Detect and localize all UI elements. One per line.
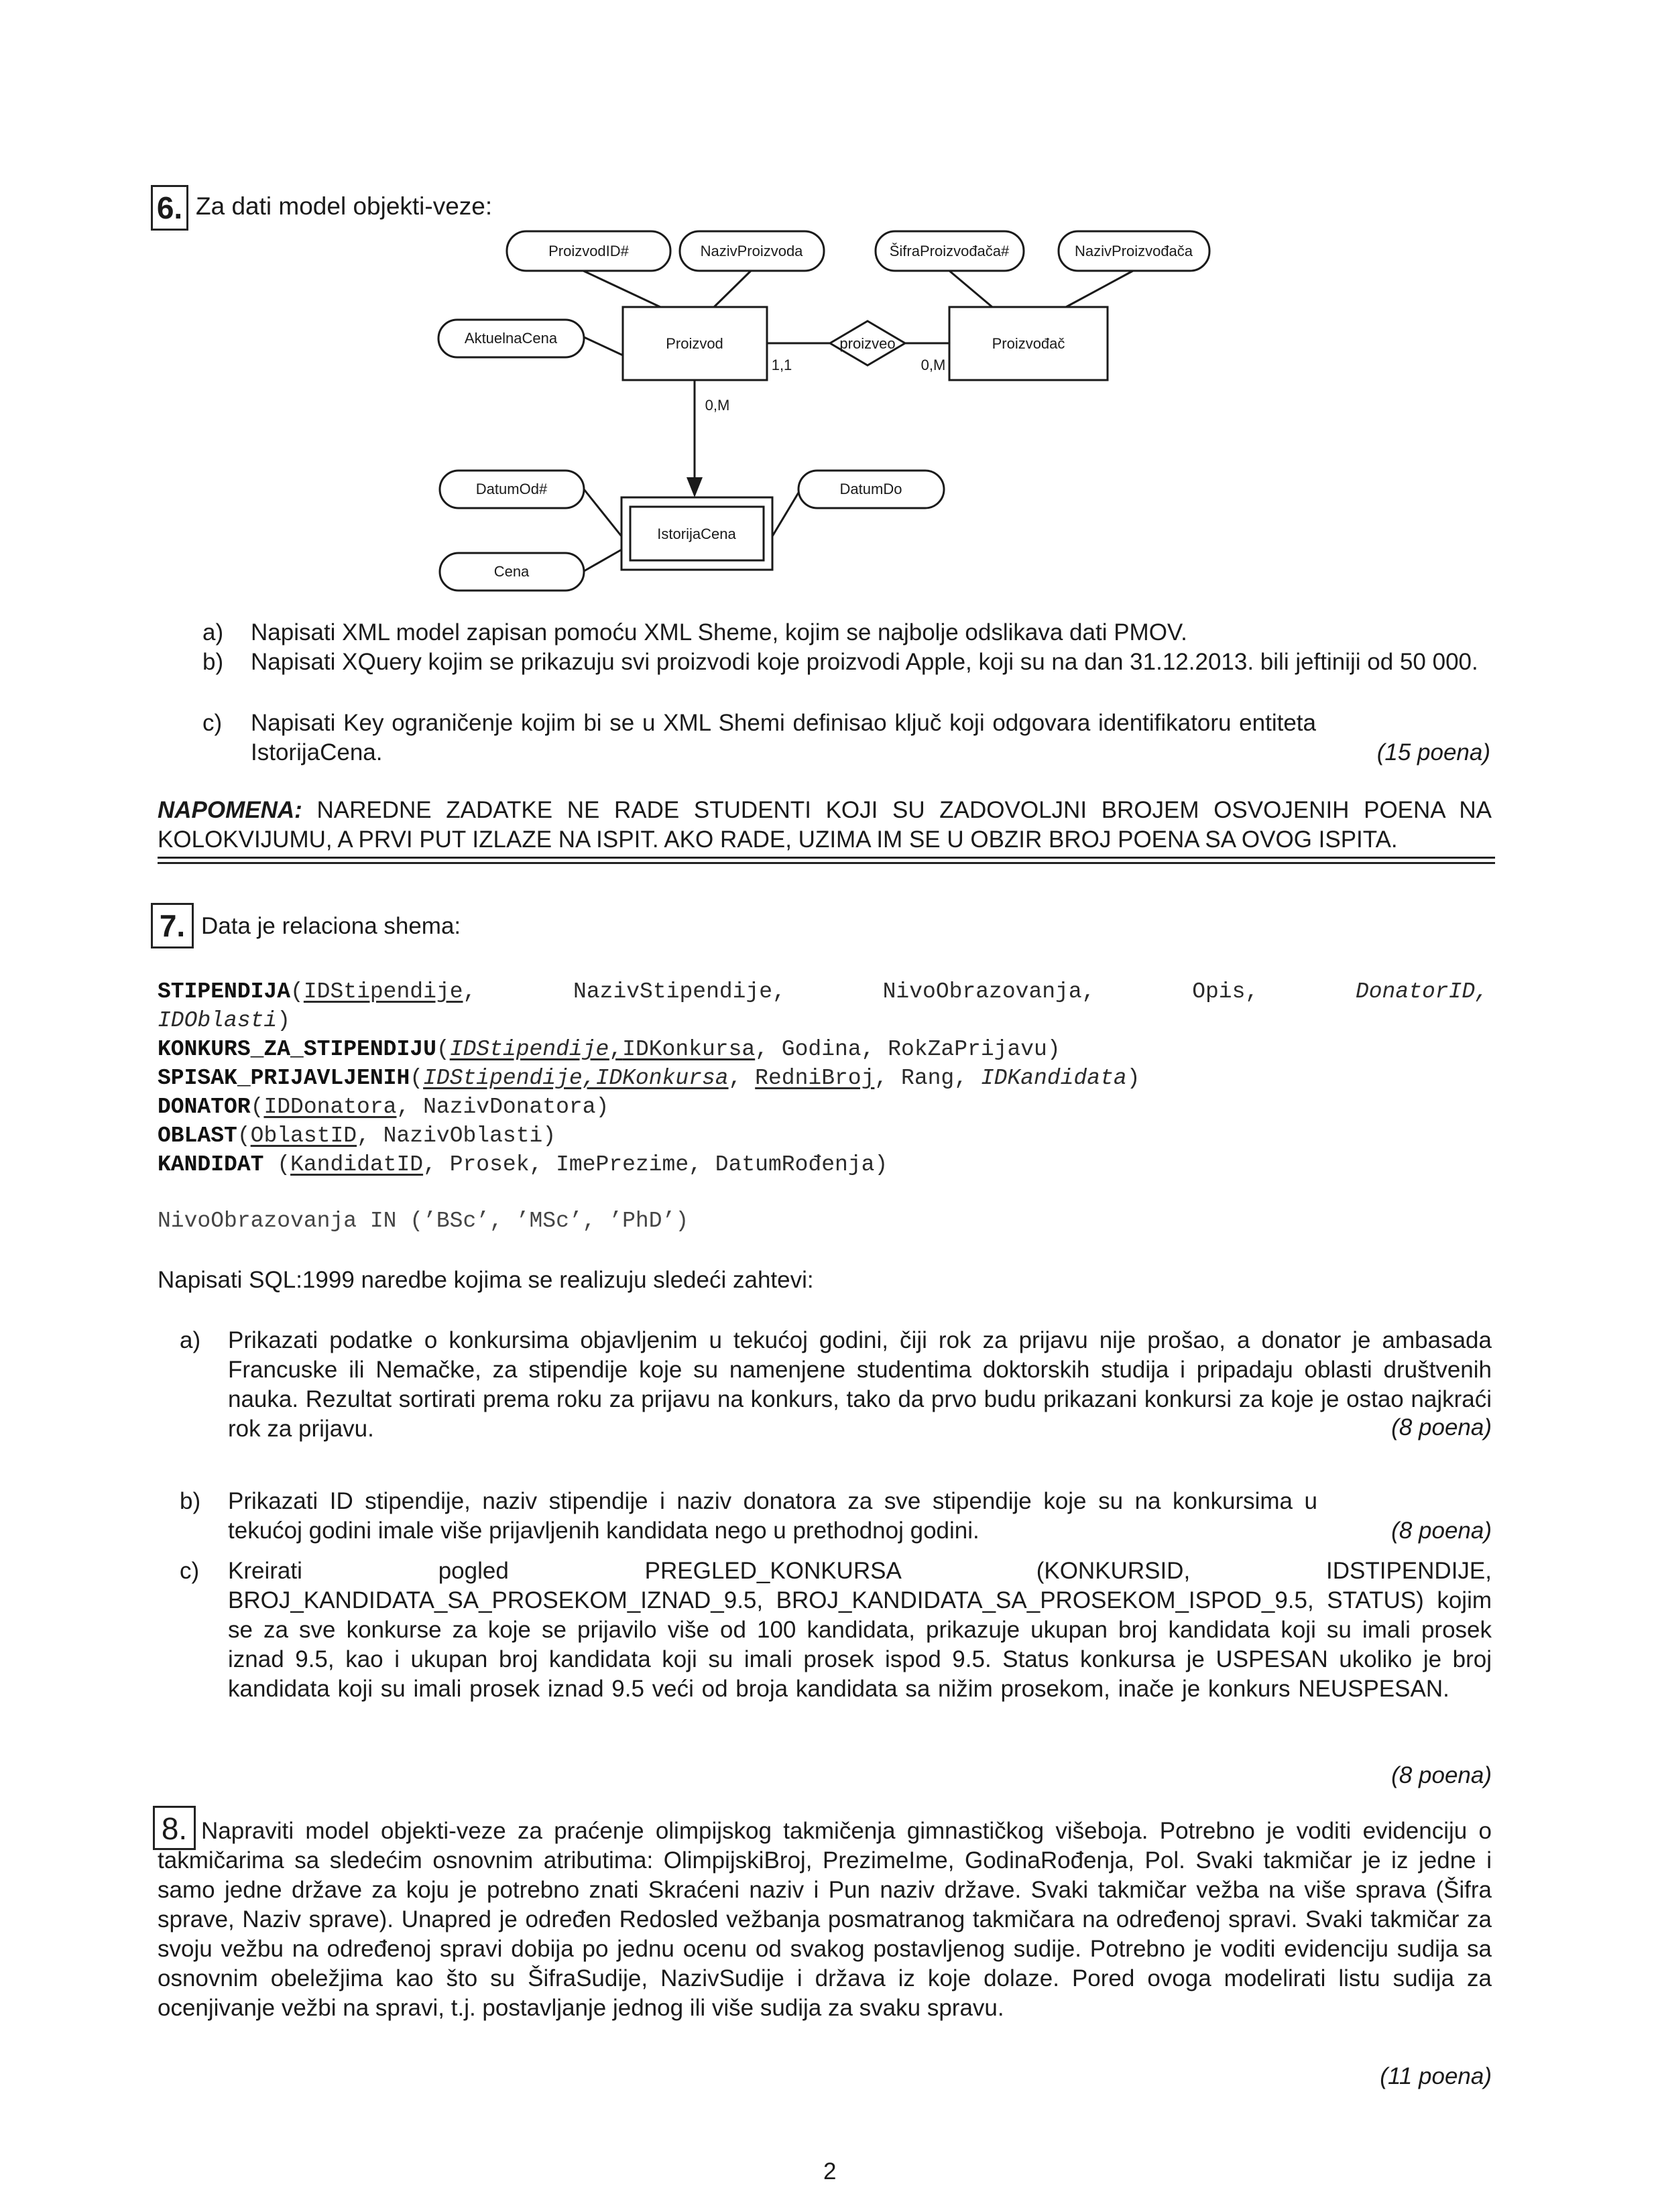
attr-cena-label: Cena bbox=[493, 563, 530, 580]
points: (8 poena) bbox=[1391, 1762, 1492, 1788]
table-name: SPISAK_PRIJAVLJENIH bbox=[158, 1066, 410, 1091]
cardinality-proizvod-proizveo: 1,1 bbox=[771, 357, 792, 373]
primary-key: IDDonatora bbox=[263, 1095, 397, 1119]
relationship-proizveo-label: proizveo bbox=[839, 335, 896, 352]
item-text: Prikazati podatke o konkursima objavljenim u tekućoj godini, čiji rok za prijavu nije prošao, a donator je ambasada Francuske ili Nemačke, za stipendije koje su namenjene studentima doktorskih studija i pripadaju oblasti društvenih nauka. Rezultat sortirati prema roku za prijavu na konkurs, tako da prvo budu prikazani konkursi za koje je ostao najkraći rok za prijavu. bbox=[228, 1327, 1492, 1442]
schema-kandidat: KANDIDAT (KandidatID, Prosek, ImePrezime, DatumRođenja) bbox=[158, 1152, 888, 1177]
question-7-title: Data je relaciona shema: bbox=[201, 913, 461, 939]
attributes: , NazivDonatora) bbox=[396, 1095, 609, 1119]
item-text: Napisati Key ograničenje kojim bi se u XML Shemi definisao ključ koji odgovara identifikatoru entiteta IstorijaCena. bbox=[251, 710, 1316, 765]
entity-proizvodjac-label: Proizvođač bbox=[992, 335, 1065, 352]
napomena-text: NAREDNE ZADATKE NE RADE STUDENTI KOJI SU ZADOVOLJNI BROJEM OSVOJENIH POENA NA KOLOKVIJUMU, A PRVI PUT IZLAZE NA ISPIT. AKO RADE, UZIMA IM SE U OBZIR BROJ POENA SA OVOG ISPITA. bbox=[158, 797, 1492, 853]
arrow-head-icon bbox=[687, 477, 703, 497]
schema-stipendija-line1: STIPENDIJA(IDStipendije, NazivStipendije, NivoObrazovanja, Opis, DonatorID, bbox=[158, 977, 1488, 1006]
item-label: a) bbox=[202, 619, 224, 646]
entity-istorijacena-label: IstorijaCena bbox=[657, 526, 736, 542]
relational-schema bbox=[158, 977, 1498, 1179]
item-label: a) bbox=[180, 1327, 201, 1353]
attr-proizvodid-label: ProizvodID# bbox=[548, 243, 629, 259]
primary-foreign-key: IDStipendije bbox=[449, 1037, 609, 1062]
item-text: Prikazati ID stipendije, naziv stipendije i naziv donatora za sve stipendije koje su na konkursima u tekućoj godini imale više prijavljenih kandidata nego u prethodnoj godini. bbox=[228, 1488, 1317, 1544]
connector-datumod bbox=[584, 489, 621, 536]
napomena-label: NAPOMENA: bbox=[158, 797, 302, 823]
table-name: KONKURS_ZA_STIPENDIJU bbox=[158, 1037, 436, 1062]
connector-nazivproizvoda bbox=[714, 271, 751, 307]
attr-datumod-label: DatumOd# bbox=[475, 481, 548, 497]
connector-proizvodid bbox=[583, 271, 660, 307]
attr-nazivproizvodjaca-label: NazivProizvođača bbox=[1074, 243, 1193, 259]
item-label: c) bbox=[180, 1558, 200, 1584]
item-label: b) bbox=[180, 1488, 201, 1514]
question-7-intro: Napisati SQL:1999 naredbe kojima se realizuju sledeći zahtevi: bbox=[158, 1267, 814, 1293]
question-8-text: Napraviti model objekti-veze za praćenje olimpijskog takmičenja gimnastičkog višeboja. Potrebno je voditi evidenciju o takmičarima sa sledećim osnovnim atributima: OlimpijskiBroj, PrezimeIme, GodinaRođenja, Pol. Svaki takmičar je iz jedne i samo jedne države za koju je potrebno znati Skraćeni naziv i Pun naziv države. Svaki takmičar vežba na više sprava (Šifra sprave, Naziv sprave). Unapred je određen Redosled vežbanja posmatranog takmičara na određenoj spravi. Svaki takmičar za svoju vežbu na određenoj spravi dobija po jednu ocenu od svakog postavljenog sudije. Potrebno je voditi evidenciju sudija sa osnovnim obeležjima kao što su ŠifraSudije, NazivSudije i država iz koje dolaze. Pored ovoga modelirati listu sudija za ocenjivanje vežbi na spravi, t.j. postavljanje jednog ili više sudija za svaku spravu. bbox=[158, 1818, 1492, 2021]
schema-stipendija-line2: IDOblasti) bbox=[158, 1008, 291, 1033]
item-label: c) bbox=[202, 710, 223, 736]
connector-nazivproizvodjaca bbox=[1066, 271, 1133, 307]
attr-sifraproizvodjaca-label: ŠifraProizvođača# bbox=[889, 243, 1010, 259]
section-divider-second bbox=[158, 862, 1495, 864]
page-number: 2 bbox=[823, 2158, 837, 2185]
item-label: b) bbox=[202, 649, 224, 675]
attributes: , Godina, RokZaPrijavu) bbox=[755, 1037, 1061, 1062]
napomena-note bbox=[158, 796, 1492, 855]
item-text: Napisati XML model zapisan pomoću XML Sheme, kojim se najbolje odslikava dati PMOV. bbox=[251, 619, 1187, 646]
points: (15 poena) bbox=[1376, 739, 1490, 765]
connector-aktuelnacena bbox=[584, 337, 623, 355]
item-text: Napisati XQuery kojim se prikazuju svi proizvodi koje proizvodi Apple, koji su na dan 31.12.2013. bili jeftiniji od 50 000. bbox=[251, 649, 1478, 675]
question-6-item-a bbox=[202, 618, 1490, 648]
attributes: , Rang, bbox=[874, 1066, 981, 1091]
schema-spisak: SPISAK_PRIJAVLJENIH(IDStipendije,IDKonkursa, RedniBroj, Rang, IDKandidata) bbox=[158, 1066, 1140, 1091]
primary-key: IDKonkursa bbox=[622, 1037, 756, 1062]
attr-aktuelnacena-label: AktuelnaCena bbox=[464, 330, 558, 347]
attribute: NazivStipendije, bbox=[573, 979, 786, 1004]
attr-datumdo-label: DatumDo bbox=[839, 481, 902, 497]
question-8-points: (11 poena) bbox=[1380, 2063, 1492, 2089]
table-name: DONATOR bbox=[158, 1095, 251, 1119]
question-7-item-a bbox=[180, 1326, 1492, 1444]
section-divider bbox=[158, 857, 1495, 859]
foreign-key: DonatorID, bbox=[1355, 979, 1488, 1004]
question-6-item-b bbox=[202, 648, 1490, 706]
points: (8 poena) bbox=[1391, 1414, 1492, 1440]
schema-constraint: NivoObrazovanja IN (’BSc’, ’MSc’, ’PhD’) bbox=[158, 1209, 689, 1233]
schema-konkurs: KONKURS_ZA_STIPENDIJU(IDStipendije,IDKonkursa, Godina, RokZaPrijavu) bbox=[158, 1037, 1061, 1062]
points: (8 poena) bbox=[1391, 1518, 1492, 1544]
table-name: STIPENDIJA bbox=[158, 979, 291, 1004]
primary-key: IDStipendije bbox=[303, 979, 463, 1004]
primary-key: RedniBroj bbox=[755, 1066, 875, 1091]
question-7-number: 7. bbox=[151, 903, 194, 948]
question-7-item-c bbox=[180, 1556, 1492, 1788]
attr-nazivproizvoda-label: NazivProizvoda bbox=[700, 243, 803, 259]
question-6-title: Za dati model objekti-veze: bbox=[196, 192, 493, 220]
er-diagram bbox=[0, 0, 1662, 617]
foreign-key: IDOblasti bbox=[158, 1008, 278, 1033]
primary-key: OblastID bbox=[250, 1123, 357, 1148]
cardinality-proizvodjac-proizveo: 0,M bbox=[921, 357, 946, 373]
connector-datumdo bbox=[772, 493, 798, 536]
question-6-item-c bbox=[202, 709, 1490, 767]
attributes: , Prosek, ImePrezime, DatumRođenja) bbox=[423, 1152, 888, 1177]
schema-donator: DONATOR(IDDonatora, NazivDonatora) bbox=[158, 1095, 609, 1119]
table-name: OBLAST bbox=[158, 1123, 237, 1148]
question-8-number: 8. bbox=[153, 1806, 196, 1850]
primary-key: KandidatID bbox=[290, 1152, 424, 1177]
connector-cena bbox=[584, 550, 621, 571]
question-7-item-b bbox=[180, 1487, 1492, 1546]
primary-foreign-key: IDStipendije,IDKonkursa bbox=[423, 1066, 729, 1091]
cardinality-proizvod-istorija: 0,M bbox=[705, 397, 730, 414]
attributes: , NazivOblasti) bbox=[357, 1123, 556, 1148]
connector-sifraproizvodjaca bbox=[949, 271, 992, 307]
item-text: Kreirati pogled PREGLED_KONKURSA (KONKURSID, IDSTIPENDIJE, BROJ_KANDIDATA_SA_PROSEKOM_IZNAD_9.5, BROJ_KANDIDATA_SA_PROSEKOM_ISPOD_9.5, STATUS) kojim se za sve konkurse za koje se prijavilo više od 100 kandidata, prikazuje ukupan broj kandidata koji su imali prosek iznad 9.5, kao i ukupan broj kandidata koji su imali prosek ispod 9.5. Status konkursa je USPESAN ukoliko je broj kandidata koji su imali prosek iznad 9.5 veći od broja kandidata sa nižim prosekom, inače je konkurs NEUSPESAN. bbox=[228, 1558, 1492, 1702]
table-name: KANDIDAT bbox=[158, 1152, 264, 1177]
schema-oblast: OBLAST(OblastID, NazivOblasti) bbox=[158, 1123, 556, 1148]
question-6-number: 6. bbox=[151, 185, 188, 231]
attribute: NivoObrazovanja, bbox=[882, 979, 1095, 1004]
entity-proizvod-label: Proizvod bbox=[666, 335, 723, 352]
foreign-key: IDKandidata bbox=[980, 1066, 1127, 1091]
attribute: Opis, bbox=[1192, 979, 1259, 1004]
